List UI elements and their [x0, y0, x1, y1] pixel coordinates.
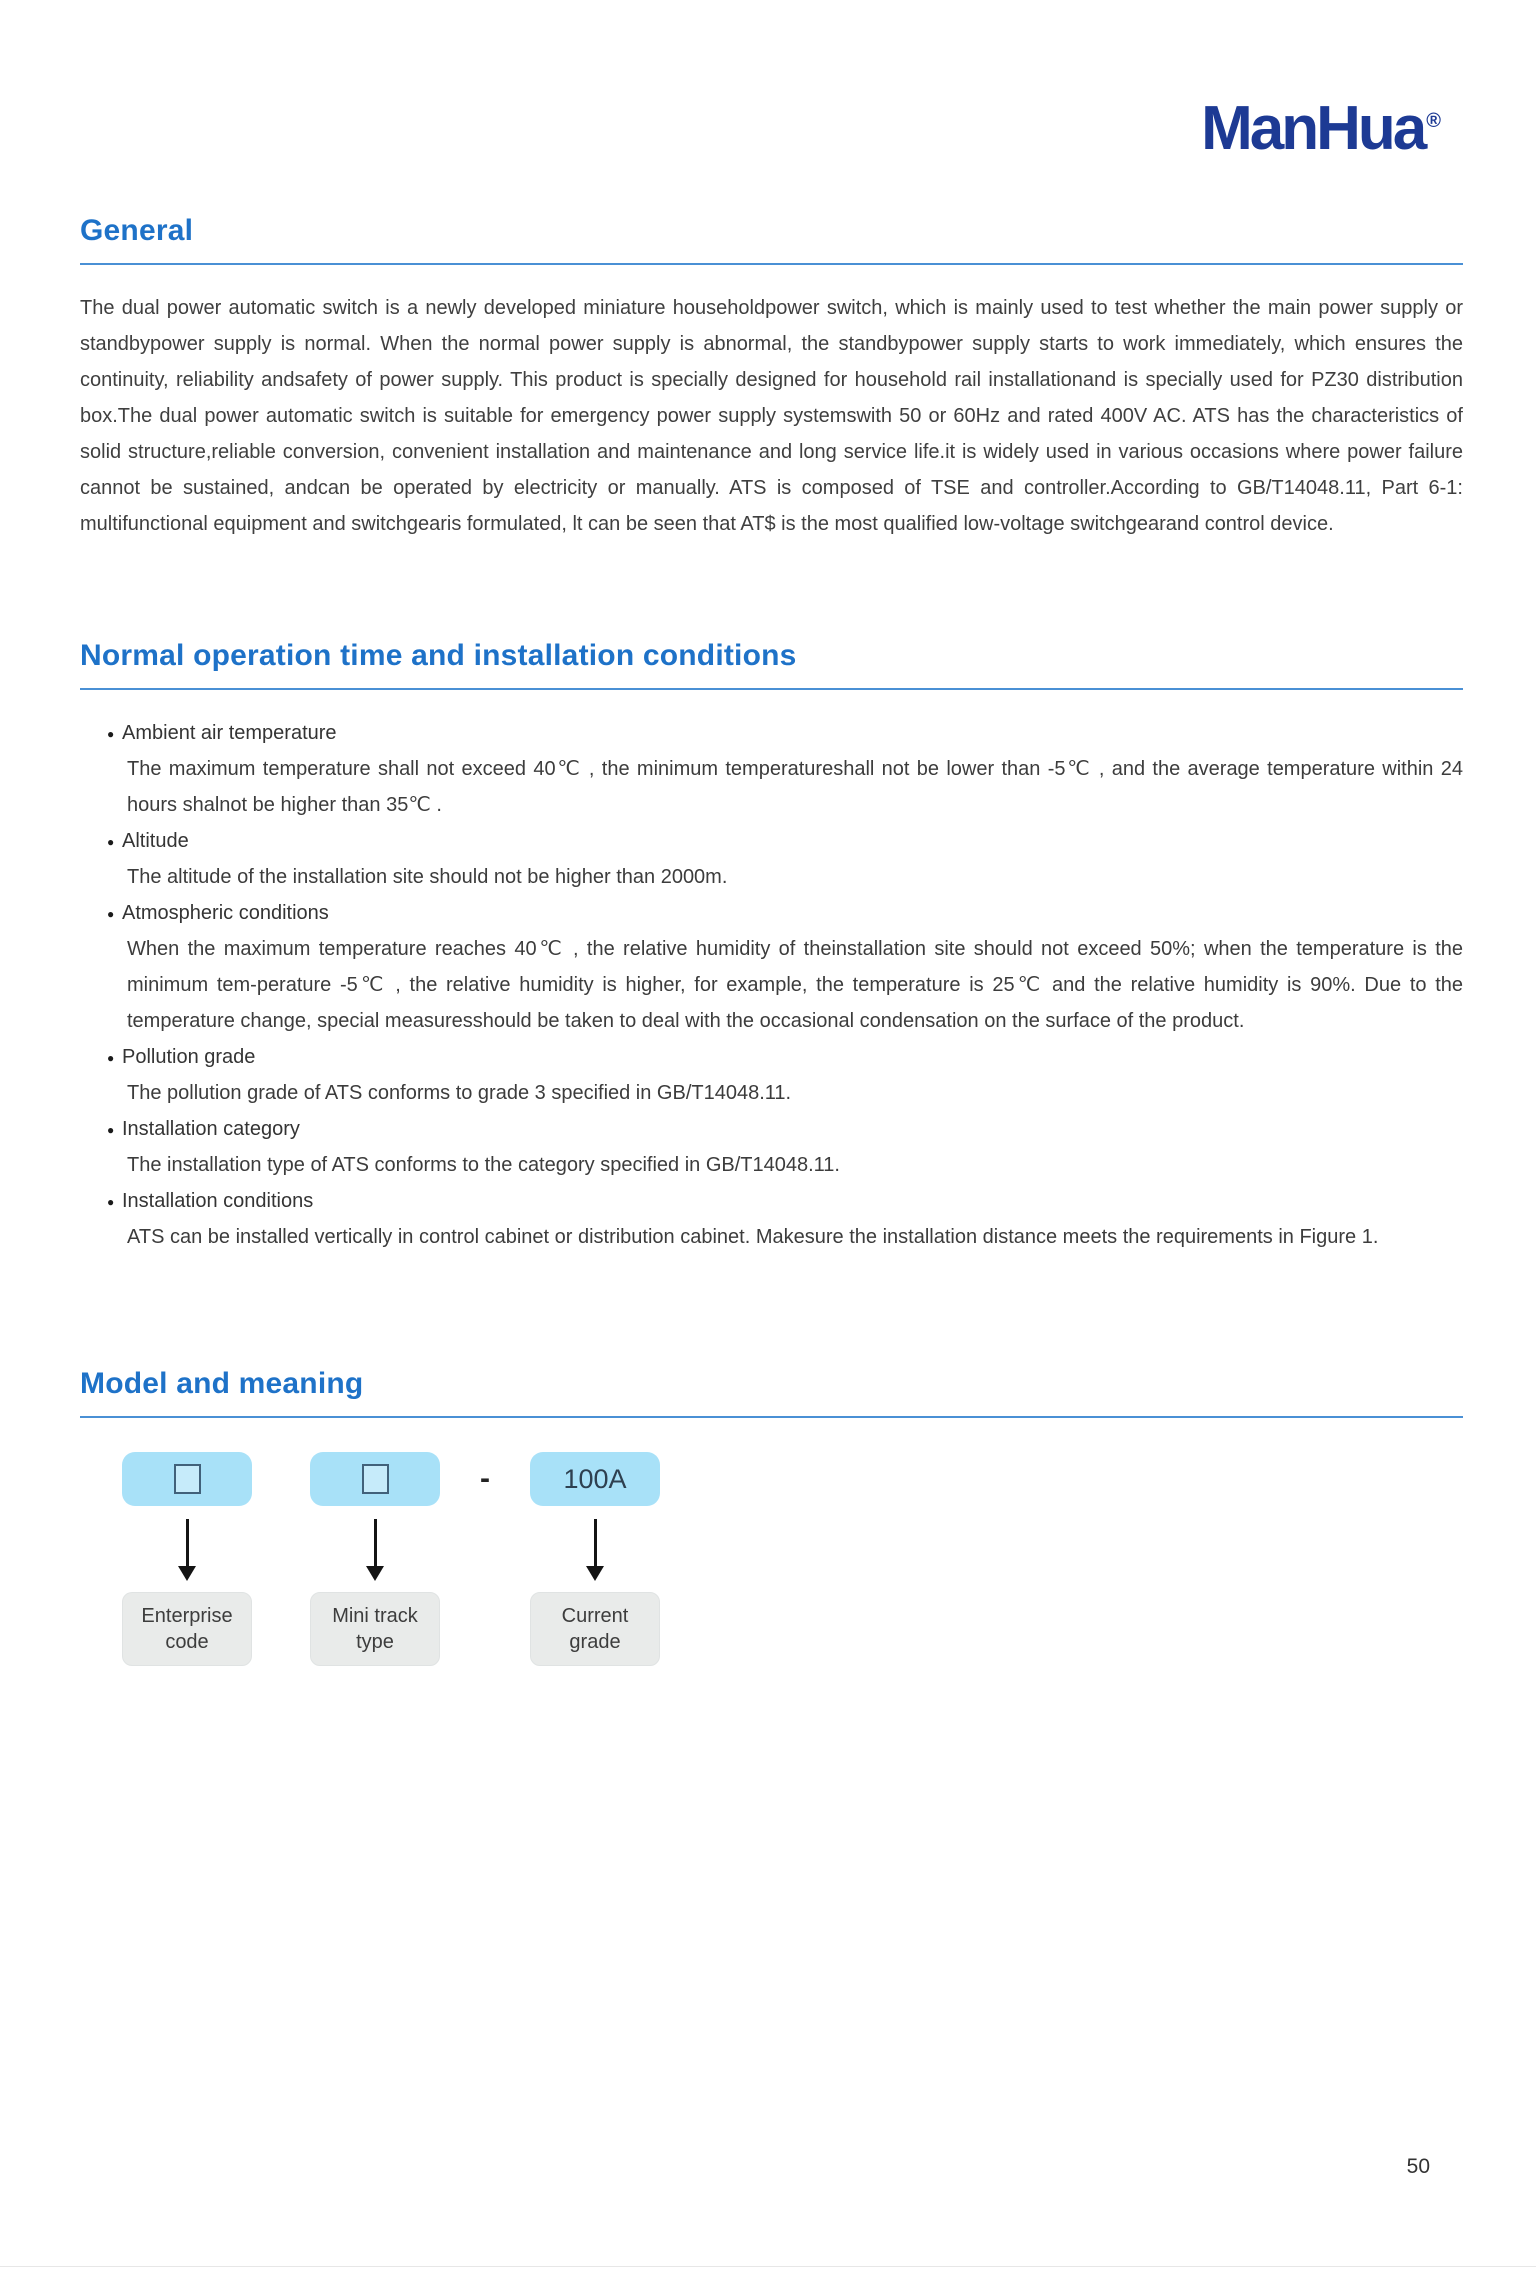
condition-item [80, 823, 1463, 895]
condition-label: ● Ambient air temperature [80, 715, 1463, 751]
model-box-minitrack [310, 1452, 440, 1506]
model-box-current-grade: 100A [530, 1452, 660, 1506]
condition-item [80, 1111, 1463, 1183]
condition-item [80, 895, 1463, 1039]
condition-label: ● Pollution grade [80, 1039, 1463, 1075]
page-number: 50 [1406, 2155, 1430, 2178]
model-column-enterprise [122, 1452, 252, 1666]
condition-item [80, 1183, 1463, 1255]
model-column-minitrack [310, 1452, 440, 1666]
condition-label: ● Installation conditions [80, 1183, 1463, 1219]
model-label-mini-track-type: Mini track type [310, 1592, 440, 1666]
model-box-enterprise [122, 1452, 252, 1506]
logo-brand-text: ManHua [1201, 94, 1425, 163]
section-title-model: Model and meaning [80, 1367, 364, 1400]
datasheet-page [0, 94, 1536, 1666]
manhua-logo [1201, 94, 1441, 163]
logo-row [80, 94, 1463, 163]
section-conditions [80, 639, 1463, 1255]
model-column-current [530, 1452, 660, 1666]
condition-label: ● Altitude [80, 823, 1463, 859]
condition-label: ● Atmospheric conditions [80, 895, 1463, 931]
arrow-down-icon [366, 1519, 384, 1583]
model-label-current-grade: Current grade [530, 1592, 660, 1666]
page-bottom-edge [0, 2266, 1536, 2267]
condition-text: The altitude of the installation site should not be higher than 2000m. [127, 866, 728, 888]
model-dash-separator: - [480, 1462, 490, 1495]
model-placeholder-square-icon [174, 1464, 201, 1494]
arrow-down-icon [586, 1519, 604, 1583]
arrow-down-icon [178, 1519, 196, 1583]
condition-text: The installation type of ATS conforms to the category specified in GB/T14048.11. [127, 1154, 840, 1176]
registered-trademark-icon: ® [1426, 110, 1441, 133]
section-title-conditions: Normal operation time and installation conditions [80, 639, 797, 672]
condition-label: ● Installation category [80, 1111, 1463, 1147]
condition-text: The maximum temperature shall not exceed 40℃ , the minimum temperatureshall not be lower than -5℃ , and the average temperature within 24 hours shalnot be higher than 35℃ . [127, 758, 1463, 816]
section-title-general: General [80, 214, 194, 247]
condition-text: When the maximum temperature reaches 40℃ , the relative humidity of theinstallation site should not exceed 50%; when the temperature is the minimum tem-perature -5℃ , the relative humidity is higher, for example, the temperature is 25℃ and the relative humidity is 90%. Due to the temperature change, special measuresshould be taken to deal with the occasional condensation on the surface of the product. [127, 938, 1463, 1032]
section-divider [80, 688, 1463, 690]
section-divider [80, 1416, 1463, 1418]
model-placeholder-square-icon [362, 1464, 389, 1494]
general-paragraph: The dual power automatic switch is a newly developed miniature householdpower switch, which is mainly used to test whether the main power supply or standbypower supply is normal. When the normal power supply is abnormal, the standbypower supply starts to work immediately, which ensures the continuity, reliability andsafety of power supply. This product is specially designed for household rail installationand is specially used for PZ30 distribution box.The dual power automatic switch is suitable for emergency power supply systemswith 50 or 60Hz and rated 400V AC. ATS has the characteristics of solid structure,reliable conversion, convenient installation and maintenance and long service life.it is widely used in various occasions where power failure cannot be sustained, andcan be operated by electricity or manually. ATS is composed of TSE and controller.According to GB/T14048.11, Part 6-1: multifunctional equipment and switchgearis formulated, lt can be seen that AT$ is the most qualified low-voltage switchgearand control device. [80, 297, 1463, 535]
condition-item [80, 715, 1463, 823]
conditions-list [80, 715, 1463, 1255]
model-label-enterprise-code: Enterprise code [122, 1592, 252, 1666]
condition-text: ATS can be installed vertically in control cabinet or distribution cabinet. Makesure the installation distance meets the requirements in Figure 1. [127, 1226, 1379, 1248]
condition-text: The pollution grade of ATS conforms to grade 3 specified in GB/T14048.11. [127, 1082, 792, 1104]
condition-item [80, 1039, 1463, 1111]
section-model [80, 1367, 1463, 1666]
section-general [80, 214, 1463, 542]
model-diagram [80, 1452, 1463, 1666]
section-divider [80, 263, 1463, 265]
